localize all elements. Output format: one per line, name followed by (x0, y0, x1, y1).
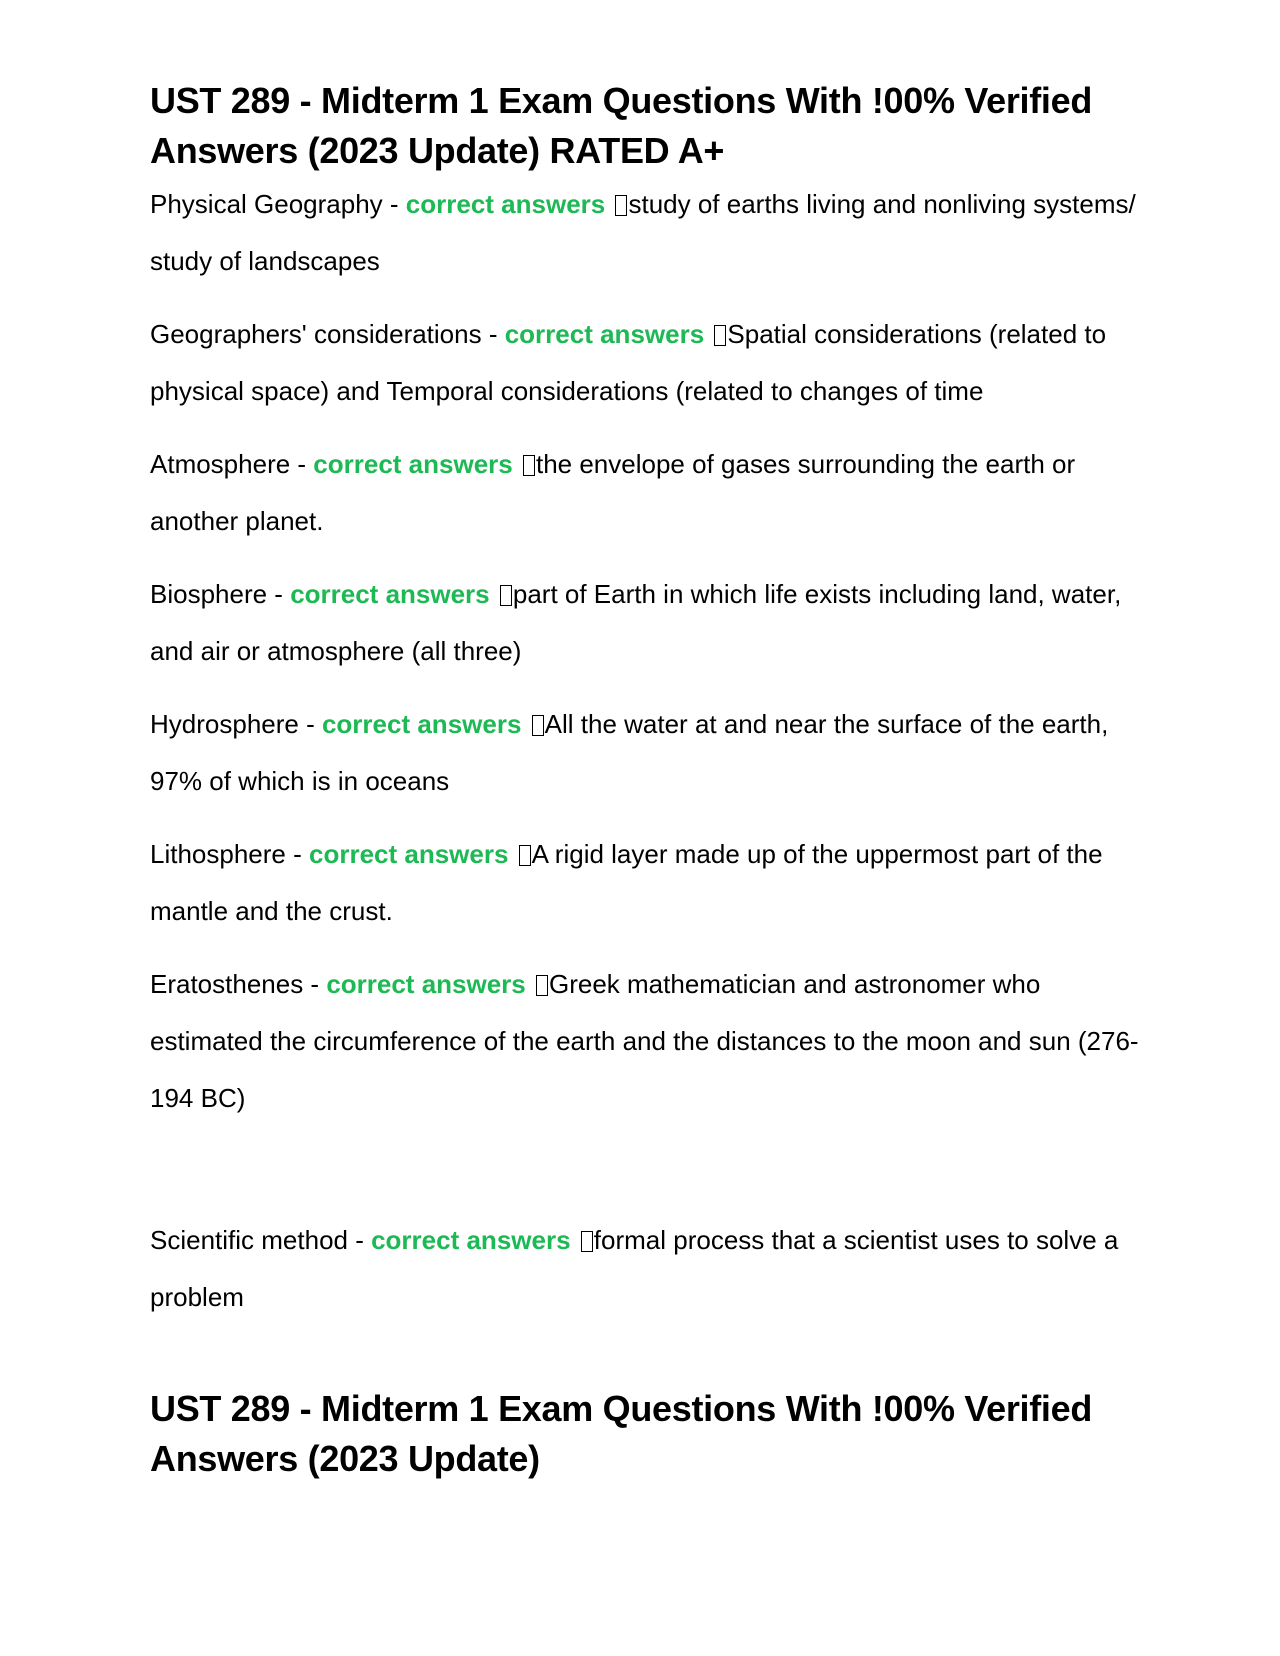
entry-definition: All the water at and near the surface of the earth, 97% of which is in oceans (150, 709, 1109, 796)
entry-definition: study of earths living and nonliving systems/ study of landscapes (150, 189, 1136, 276)
answer-tag: correct answers (371, 1225, 571, 1255)
answer-tag: correct answers (405, 189, 606, 219)
entry-definition: Greek mathematician and astronomer who estimated the circumference of the earth and the distances to the moon and sun (276-194 BC) (150, 969, 1139, 1113)
answer-tag: correct answers (321, 709, 522, 739)
entry-definition: part of Earth in which life exists including land, water, and air or atmosphere (all three) (150, 579, 1122, 666)
missing-glyph-icon (615, 195, 627, 216)
entry-atmosphere (150, 436, 1140, 550)
document-title: UST 289 - Midterm 1 Exam Questions With !00% Verified Answers (2023 Update) RATED A+ (150, 80, 1093, 171)
answer-tag: correct answers (313, 449, 513, 479)
missing-glyph-icon (714, 325, 726, 346)
entry-biosphere (150, 566, 1140, 680)
missing-glyph-icon (581, 1231, 593, 1252)
missing-glyph-icon (500, 585, 512, 606)
answer-tag: correct answers (290, 579, 490, 609)
entry-term: Lithosphere - (150, 839, 309, 869)
entry-scientific-method (150, 1212, 1140, 1326)
entry-term: Scientific method - (150, 1225, 372, 1255)
document-page (150, 0, 1140, 1484)
missing-glyph-icon (536, 975, 548, 996)
entry-definition: Spatial considerations (related to physical space) and Temporal considerations (related to changes of time (150, 319, 1107, 406)
entry-term: Geographers' considerations - (150, 319, 505, 349)
entry-definition: A rigid layer made up of the uppermost part of the mantle and the crust. (150, 839, 1103, 926)
answer-tag: correct answers (504, 319, 705, 349)
entry-definition: the envelope of gases surrounding the earth or another planet. (150, 449, 1076, 536)
missing-glyph-icon (519, 845, 531, 866)
document-footer-title: UST 289 - Midterm 1 Exam Questions With !00% Verified Answers (2023 Update) (150, 1388, 1093, 1479)
entry-term: Hydrosphere - (150, 709, 322, 739)
answer-tag: correct answers (308, 839, 509, 869)
entry-hydrosphere (150, 696, 1140, 810)
entry-term: Eratosthenes - (150, 969, 327, 999)
entry-physical-geography (150, 176, 1140, 290)
entry-term: Physical Geography - (150, 189, 406, 219)
entry-term: Biosphere - (150, 579, 291, 609)
entry-definition: formal process that a scientist uses to solve a problem (150, 1225, 1119, 1312)
entry-eratosthenes (150, 956, 1140, 1127)
missing-glyph-icon (523, 455, 535, 476)
missing-glyph-icon (532, 715, 544, 736)
entry-lithosphere (150, 826, 1140, 940)
entry-term: Atmosphere - (150, 449, 314, 479)
answer-tag: correct answers (326, 969, 526, 999)
entry-geographers-considerations (150, 306, 1140, 420)
